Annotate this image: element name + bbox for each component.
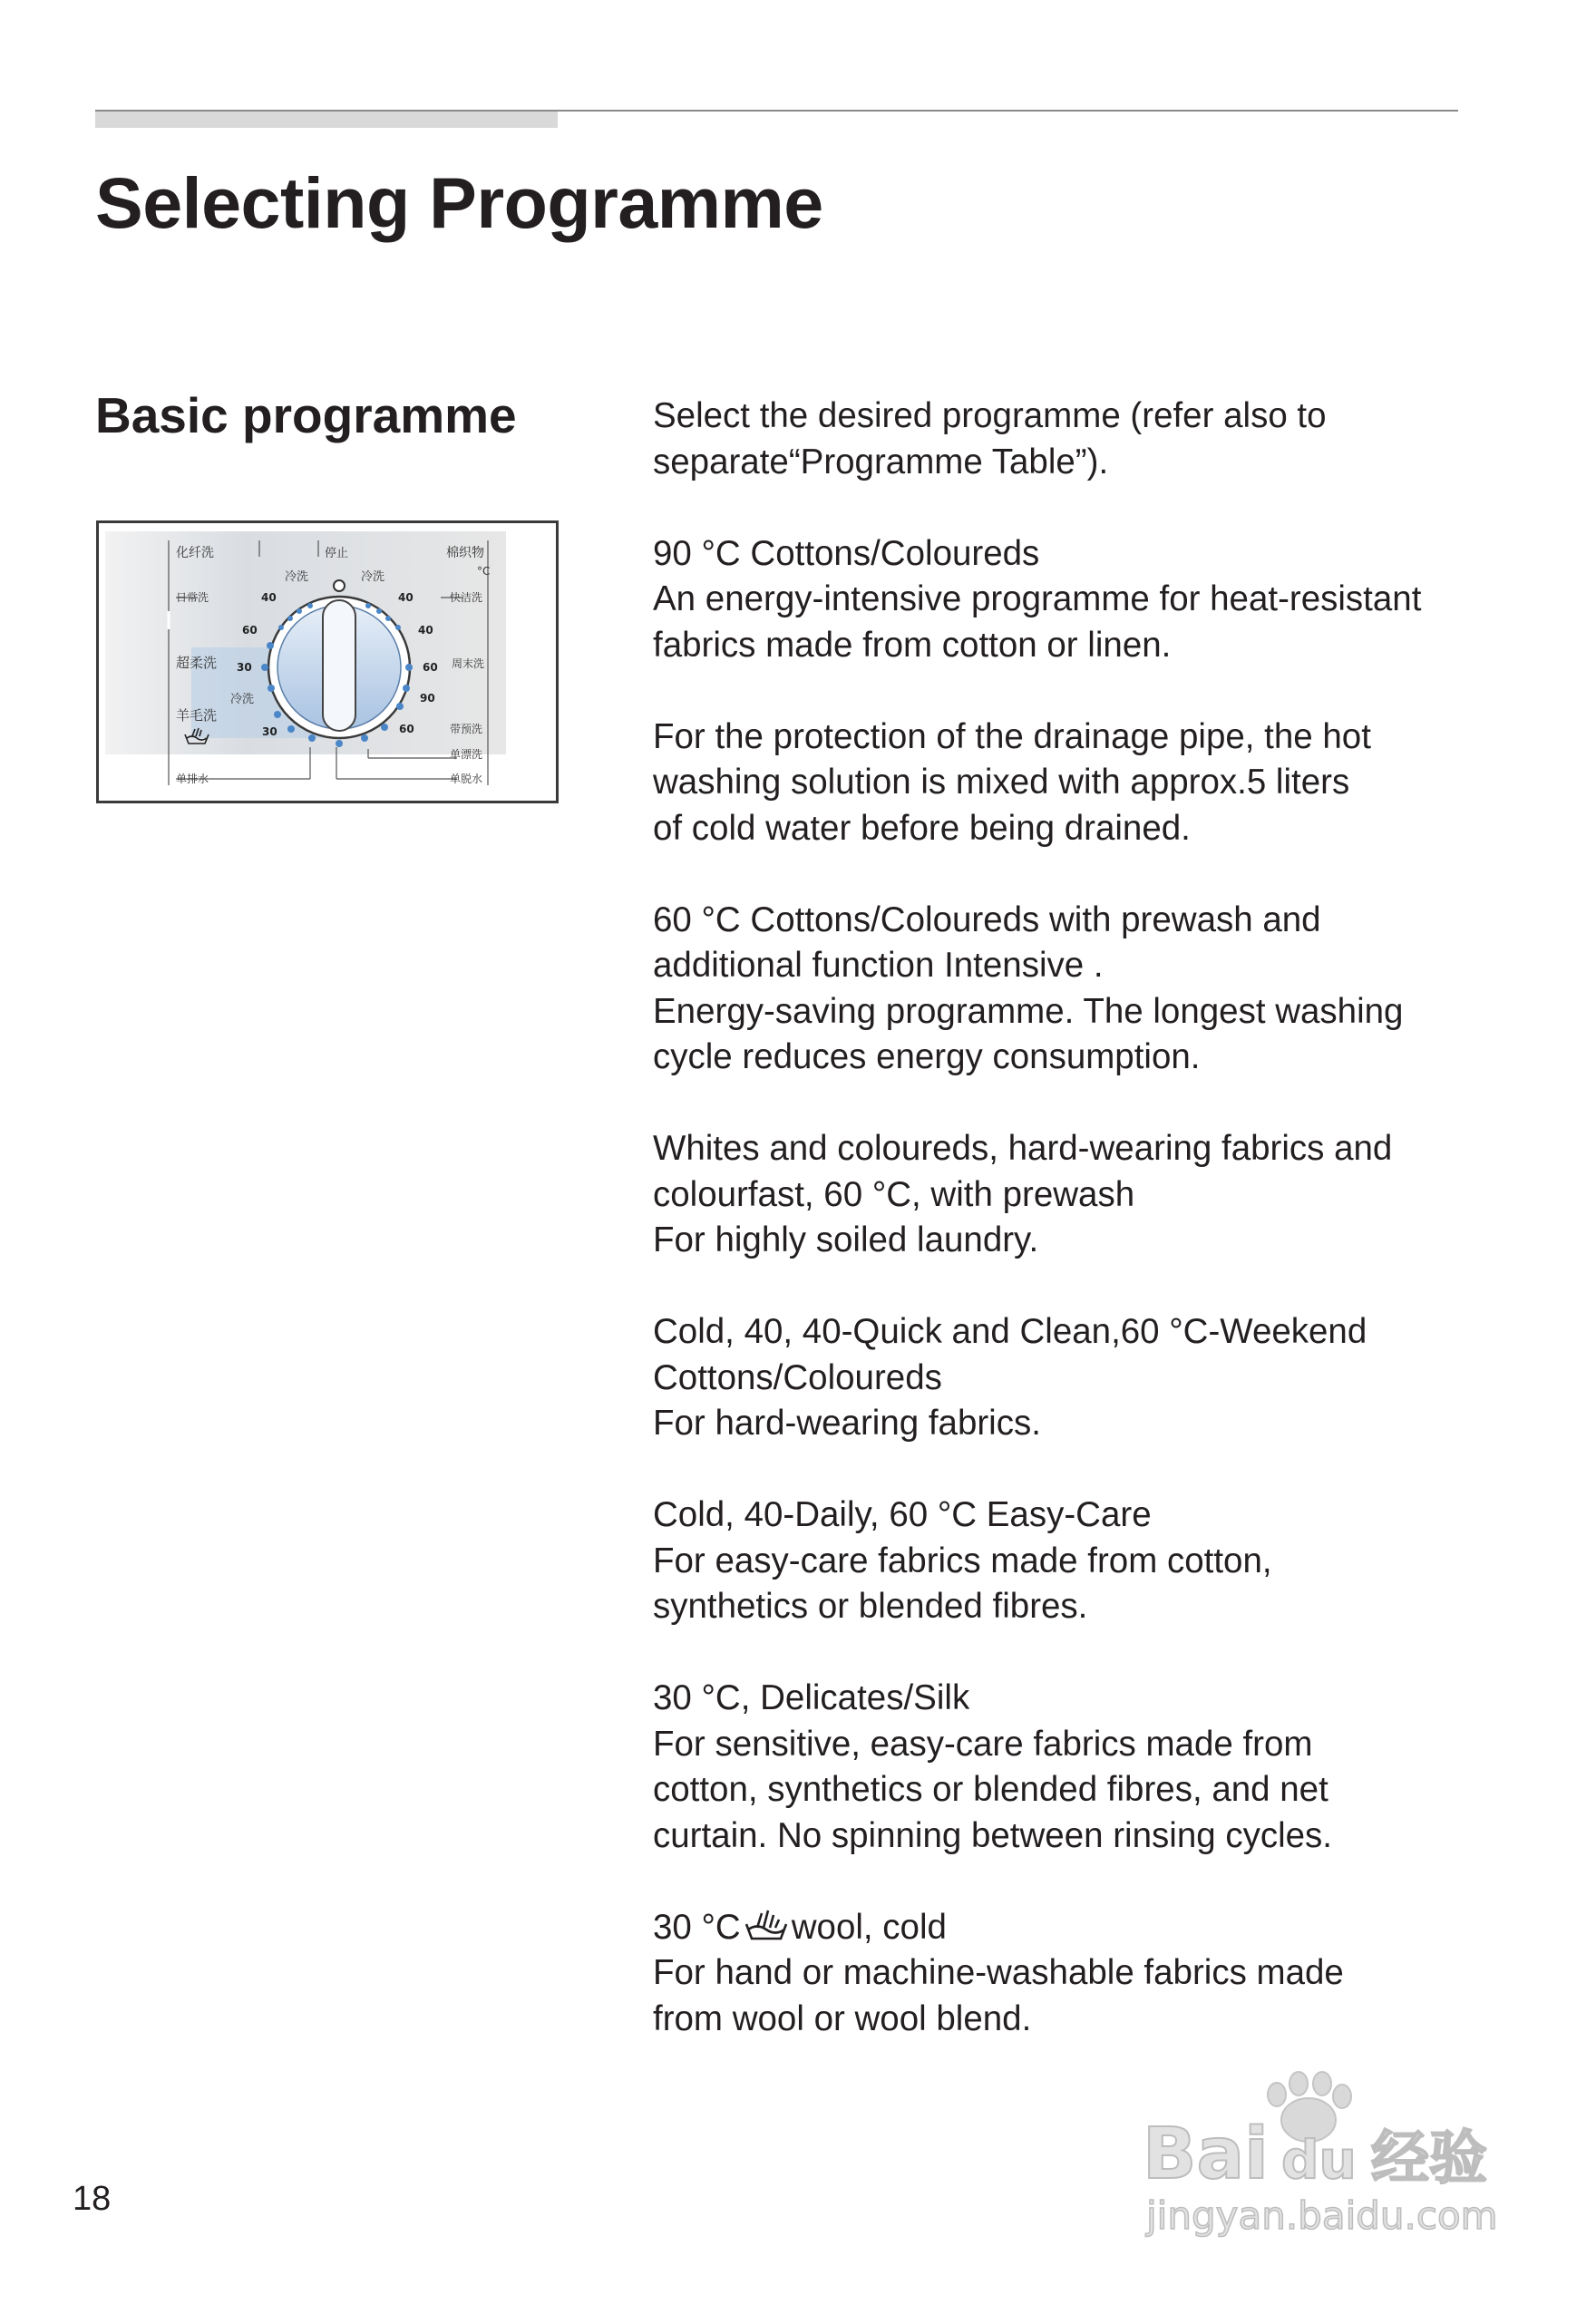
drainage-note-paragraph [653,715,1469,852]
label-daily: 日常洗 [176,591,209,604]
text-line: For sensitive, easy-care fabrics made from [653,1724,1313,1764]
text-line: Select the desired programme (refer also to [653,396,1327,435]
text-line: For hard-wearing fabrics. [653,1404,1041,1443]
label-spin-only: 单脱水 [450,773,483,785]
label-cold-left: 冷洗 [285,570,309,584]
top-rule-accent-bar [95,112,558,128]
temp-40-left: 40 [261,591,277,604]
text-line: additional function Intensive . [653,946,1104,985]
label-rinse-only: 单漂洗 [450,748,483,761]
whites-paragraph [653,1126,1469,1264]
text-line: Cold, 40, 40-Quick and Clean,60 °C-Weekend [653,1312,1367,1351]
label-cold-wool: 冷洗 [230,693,255,706]
section-heading: Basic programme [95,387,517,443]
text-line: An energy-intensive programme for heat-resistant [653,579,1422,618]
text-line: For the protection of the drainage pipe, the hot [653,716,1371,756]
baidu-jingyan-watermark [1124,2067,1514,2249]
dial-handle [323,600,355,731]
label-prewash: 带预洗 [450,723,483,735]
text-line: For easy-care fabrics made from cotton, [653,1541,1272,1580]
text-line: 60 °C Cottons/Coloureds with prewash and [653,899,1321,939]
temp-30-left: 30 [237,661,252,674]
text-line: For highly soiled laundry. [653,1220,1039,1259]
text-line: Whites and coloureds, hard-wearing fabrics and [653,1129,1393,1168]
wool-label: wool, cold [791,1907,947,1947]
temp-60-right: 60 [423,661,438,674]
label-cold-right: 冷洗 [361,570,385,584]
text-line: curtain. No spinning between rinsing cycles. [653,1815,1333,1855]
programme-selector-panel [96,520,559,803]
label-celsius: °C [477,565,491,578]
cottons-60-paragraph [653,898,1469,1081]
temp-30-wool: 30 [262,725,277,738]
label-weekend: 周末洗 [452,657,485,670]
text-line: Cold, 40-Daily, 60 °C Easy-Care [653,1495,1152,1534]
text-line: Energy-saving programme. The longest washing [653,991,1404,1031]
label-quick-clean: 快洁洗 [450,591,483,604]
text-line: 30 °C, Delicates/Silk [653,1678,970,1717]
text-line: cotton, synthetics or blended fibres, and net [653,1770,1328,1809]
text-line: separate“Programme Table”). [653,442,1109,481]
watermark-brand-cn: 经验 [1371,2125,1487,2192]
label-drain-only: 单排水 [176,773,209,785]
hand-wash-icon [741,1908,792,1944]
label-wool: 羊毛洗 [176,707,218,724]
text-line: Cottons/Coloureds [653,1357,942,1397]
text-line: cycle reduces energy consumption. [653,1037,1201,1076]
label-synthetics: 化纤洗 [176,546,214,560]
text-line: of cold water before being drained. [653,808,1191,848]
temp-40-right: 40 [398,591,414,604]
programme-descriptions [653,394,1469,2088]
wool-heading-line [653,1905,1469,1951]
text-line: colourfast, 60 °C, with prewash [653,1174,1135,1214]
easy-care-paragraph [653,1492,1469,1630]
label-stop: 停止 [325,547,349,560]
page-title: Selecting Programme [95,162,823,243]
watermark-url: jingyan.baidu.com [1146,2193,1498,2238]
text-line: washing solution is mixed with approx.5 liters [653,763,1350,802]
temp-60-prewash: 60 [399,723,414,735]
text-line: from wool or wool blend. [653,1998,1032,2038]
temp-40-right-2: 40 [418,624,433,637]
temp-60-left: 60 [242,624,258,637]
cold-quick-paragraph [653,1309,1469,1447]
label-cottons: 棉织物 [446,546,484,560]
intro-paragraph [653,394,1469,485]
watermark-brand: Bai [1143,2114,1269,2195]
watermark-brand-paw: du [1281,2129,1357,2191]
wool-temp: 30 °C [653,1907,741,1947]
wool-paragraph [653,1905,1469,2043]
cottons-90-paragraph [653,531,1469,669]
text-line: fabrics made from cotton or linen. [653,625,1172,665]
stop-marker [334,580,345,591]
page-number: 18 [73,2180,112,2218]
delicates-paragraph [653,1676,1469,1859]
text-line: For hand or machine-washable fabrics made [653,1953,1344,1992]
label-delicates: 超柔洗 [176,655,218,671]
temp-90-right: 90 [420,692,435,705]
text-line: 90 °C Cottons/Coloureds [653,533,1040,573]
text-line: synthetics or blended fibres. [653,1587,1088,1626]
